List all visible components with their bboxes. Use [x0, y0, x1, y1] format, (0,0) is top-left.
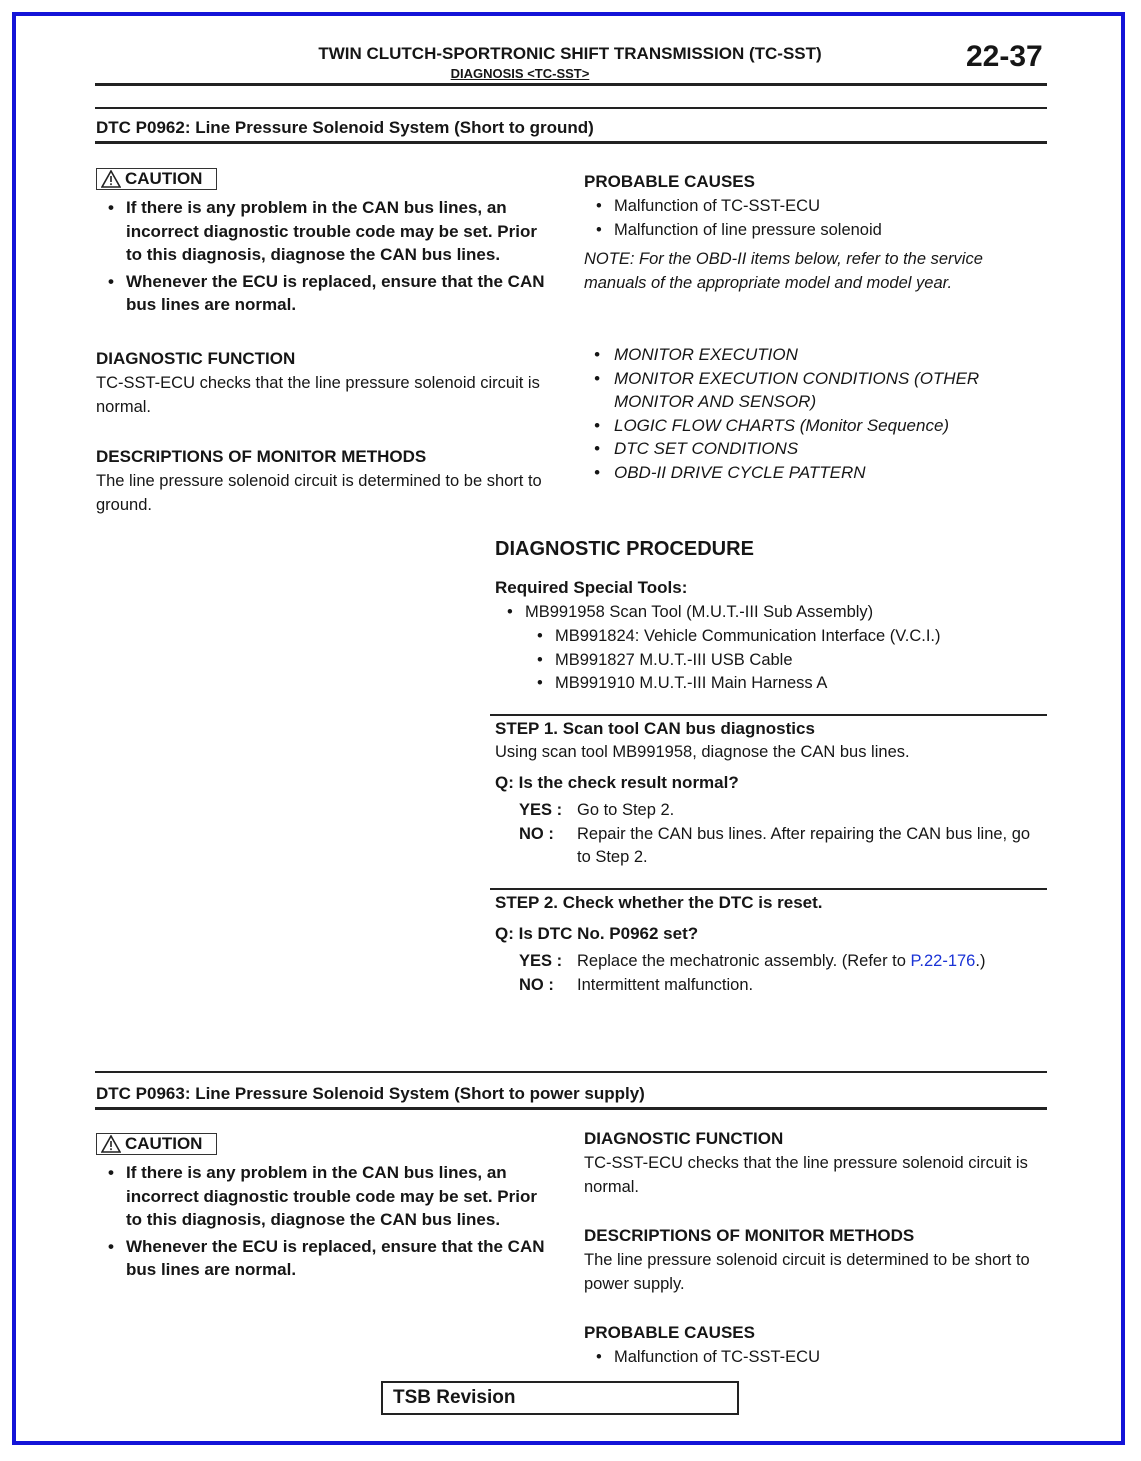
step2-title: STEP 2. Check whether the DTC is reset.: [495, 893, 823, 912]
monitor-methods-text: The line pressure solenoid circuit is determined to be short to power supply.: [584, 1251, 1030, 1293]
section-rule: [95, 1107, 1047, 1110]
probable-causes-heading: PROBABLE CAUSES: [584, 172, 755, 191]
step-rule: [490, 888, 1047, 890]
tools-list: [495, 601, 1045, 625]
caution-item: • Whenever the ECU is replaced, ensure that the CAN bus lines are normal.: [96, 1235, 556, 1282]
probable-causes-list: [584, 1346, 1044, 1370]
dtc-p0963-title: DTC P0963: Line Pressure Solenoid System (Short to power supply): [96, 1084, 645, 1103]
caution-item: • If there is any problem in the CAN bus lines, an incorrect diagnostic trouble code may be set. Prior to this diagnosis, diagnose the CAN bus lines.: [96, 196, 556, 267]
yes-label: YES :: [519, 952, 563, 970]
caution-item: • If there is any problem in the CAN bus lines, an incorrect diagnostic trouble code may be set. Prior to this diagnosis, diagnose the CAN bus lines.: [96, 1161, 556, 1232]
monitor-methods-heading: DESCRIPTIONS OF MONITOR METHODS: [584, 1226, 915, 1245]
section-rule: [95, 107, 1047, 109]
list-item: • Malfunction of TC-SST-ECU: [584, 1346, 1044, 1370]
required-tools-heading: Required Special Tools:: [495, 578, 688, 597]
no-text: Repair the CAN bus lines. After repairing the CAN bus line, go to Step 2.: [577, 824, 1031, 866]
step1-question: Q: Is the check result normal?: [495, 773, 739, 792]
page-number: 22-37: [966, 40, 1043, 73]
diag-function-heading: DIAGNOSTIC FUNCTION: [584, 1129, 784, 1148]
diag-function-heading: DIAGNOSTIC FUNCTION: [96, 349, 296, 368]
caution-block: [96, 1133, 556, 1285]
tsb-revision-box: TSB Revision: [381, 1381, 739, 1415]
list-item: • MB991827 M.U.T.-III USB Cable: [525, 649, 1045, 673]
monitor-methods-heading: DESCRIPTIONS OF MONITOR METHODS: [96, 447, 427, 466]
list-item: • MB991958 Scan Tool (M.U.T.-III Sub Assembly): [495, 601, 1045, 625]
manual-title: TWIN CLUTCH-SPORTRONIC SHIFT TRANSMISSION (TC-SST): [318, 44, 822, 63]
dtc-p0962-title: DTC P0962: Line Pressure Solenoid System (Short to ground): [96, 118, 594, 137]
list-item: • MONITOR EXECUTION CONDITIONS (OTHER MONITOR AND SENSOR): [584, 367, 1044, 414]
list-item: • Malfunction of TC-SST-ECU: [584, 195, 1044, 219]
list-item: • Malfunction of line pressure solenoid: [584, 219, 1044, 243]
header-rule: [95, 83, 1047, 86]
step-rule: [490, 714, 1047, 716]
warning-triangle-icon: [101, 1135, 121, 1153]
list-item: • MONITOR EXECUTION: [584, 343, 1044, 367]
yes-text: Replace the mechatronic assembly. (Refer to: [577, 952, 911, 970]
step1-answers: [519, 799, 1045, 870]
obd-note: NOTE: For the OBD-II items below, refer to the service manuals of the appropriate model and model year.: [584, 250, 983, 292]
warning-triangle-icon: [101, 170, 121, 188]
probable-causes-list: [584, 195, 1044, 242]
probable-causes-heading: PROBABLE CAUSES: [584, 1323, 755, 1342]
manual-subtitle: DIAGNOSIS <TC-SST>: [450, 66, 590, 81]
section-rule: [95, 1071, 1047, 1073]
list-item: • MB991824: Vehicle Communication Interface (V.C.I.): [525, 625, 1045, 649]
no-label: NO :: [519, 824, 554, 843]
section-rule: [95, 141, 1047, 144]
list-item: • OBD-II DRIVE CYCLE PATTERN: [584, 461, 1044, 485]
page-reference-link[interactable]: P.22-176: [910, 952, 976, 970]
obd-items-list: [584, 343, 1044, 484]
diagnostic-procedure-heading: DIAGNOSTIC PROCEDURE: [495, 538, 754, 560]
no-label: NO :: [519, 975, 554, 994]
caution-block: [96, 168, 556, 320]
step2-question: Q: Is DTC No. P0962 set?: [495, 924, 699, 943]
no-text: Intermittent malfunction.: [577, 975, 754, 994]
list-item: • DTC SET CONDITIONS: [584, 437, 1044, 461]
step2-answers: YES : Replace the mechatronic assembly. (Refer to P.22-176.) NO : Intermittent malfunction.: [519, 950, 1045, 997]
step1-text: Using scan tool MB991958, diagnose the CAN bus lines.: [495, 743, 910, 761]
caution-label: CAUTION: [96, 168, 217, 190]
diag-function-text: TC-SST-ECU checks that the line pressure solenoid circuit is normal.: [96, 374, 540, 416]
list-item: • MB991910 M.U.T.-III Main Harness A: [525, 672, 1045, 696]
yes-label: YES :: [519, 801, 563, 819]
monitor-methods-text: The line pressure solenoid circuit is determined to be short to ground.: [96, 472, 542, 514]
caution-item: • Whenever the ECU is replaced, ensure that the CAN bus lines are normal.: [96, 270, 556, 317]
list-item: • LOGIC FLOW CHARTS (Monitor Sequence): [584, 414, 1044, 438]
yes-text: Go to Step 2.: [577, 801, 675, 819]
tools-sub-list: [525, 625, 1045, 696]
diag-function-text: TC-SST-ECU checks that the line pressure solenoid circuit is normal.: [584, 1154, 1028, 1196]
step1-title: STEP 1. Scan tool CAN bus diagnostics: [495, 719, 815, 738]
caution-label: CAUTION: [96, 1133, 217, 1155]
